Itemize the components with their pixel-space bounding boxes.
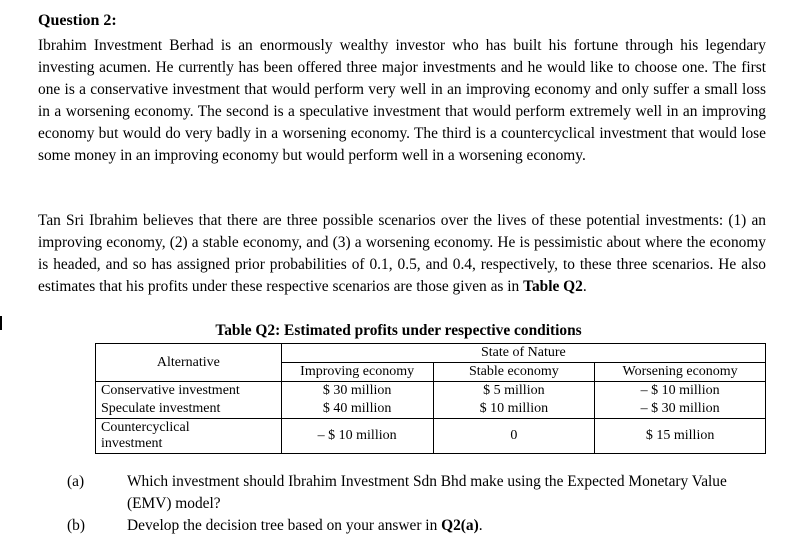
part-a-line: Which investment should Ibrahim Investment Sdn Bhd make using the Expected Monetary Value bbox=[127, 473, 727, 490]
column-header: Stable economy bbox=[433, 363, 595, 382]
value-cell: 0 bbox=[433, 419, 595, 454]
question-paragraph-2 bbox=[38, 210, 766, 298]
value: – $ 10 million bbox=[640, 383, 720, 398]
part-b-label: (b) bbox=[67, 517, 85, 534]
value: $ 10 million bbox=[479, 401, 549, 416]
part-b-text bbox=[127, 515, 777, 537]
alternative-name: Conservative investment bbox=[101, 383, 240, 398]
paragraph-2-period: . bbox=[582, 277, 587, 295]
value: $ 40 million bbox=[322, 401, 392, 416]
part-a-line: (EMV) model? bbox=[127, 494, 221, 512]
table-row bbox=[96, 419, 766, 454]
column-header: Improving economy bbox=[281, 363, 433, 382]
alternative-name-line: Countercyclical bbox=[101, 420, 190, 435]
table-header-row bbox=[96, 344, 766, 363]
part-a-text bbox=[127, 471, 777, 515]
alternative-name-line: investment bbox=[101, 436, 163, 451]
part-a-label: (a) bbox=[67, 473, 85, 490]
profits-table bbox=[95, 343, 766, 454]
column-header: Worsening economy bbox=[595, 363, 766, 382]
table-reference: Table Q2 bbox=[523, 277, 583, 295]
table-row bbox=[96, 382, 766, 419]
value-cell bbox=[433, 382, 595, 419]
alternative-name: Speculate investment bbox=[101, 401, 221, 416]
value-cell bbox=[281, 382, 433, 419]
question-paragraph-1: Ibrahim Investment Berhad is an enormously wealthy investor who has built his fortune through his legendary investing acumen. He currently has been offered three major investments and he would like to choose one. The first one is a conservative investment that would perform very well in an improving economy and only suffer a small loss in a worsening economy. The second is a speculative investment that would perform extremely well in an improving economy but would do very badly in a worsening economy. The third is a countercyclical investment that would lose some money in an improving economy but would perform well in a worsening economy. bbox=[38, 37, 766, 164]
part-b-period: . bbox=[478, 517, 483, 534]
alternative-name-cell bbox=[96, 419, 282, 454]
part-b-body: Develop the decision tree based on your answer in bbox=[127, 517, 438, 534]
question-title: Question 2: bbox=[38, 12, 117, 29]
table-title: Table Q2: Estimated profits under respective conditions bbox=[215, 322, 582, 339]
paragraph-2-text: Tan Sri Ibrahim believes that there are three possible scenarios over the lives of these potential investments: (1) an improving economy, (2) a stable economy, and (3) a worsening economy. He is pessimistic about where the economy is headed, and so has assigned prior probabilities of 0.1, 0.5, and 0.4, respectively, to these three scenarios. He also estimates that his profits under these respective scenarios are those given as in bbox=[38, 212, 766, 295]
part-b-reference: Q2(a) bbox=[441, 517, 479, 534]
alternative-header: Alternative bbox=[96, 344, 282, 382]
value: – $ 30 million bbox=[640, 401, 720, 416]
value: $ 5 million bbox=[483, 383, 545, 398]
value-cell: $ 15 million bbox=[595, 419, 766, 454]
value-cell bbox=[595, 382, 766, 419]
value: $ 30 million bbox=[322, 383, 392, 398]
value-cell: – $ 10 million bbox=[281, 419, 433, 454]
alternative-names-cell bbox=[96, 382, 282, 419]
state-of-nature-header: State of Nature bbox=[281, 344, 765, 363]
